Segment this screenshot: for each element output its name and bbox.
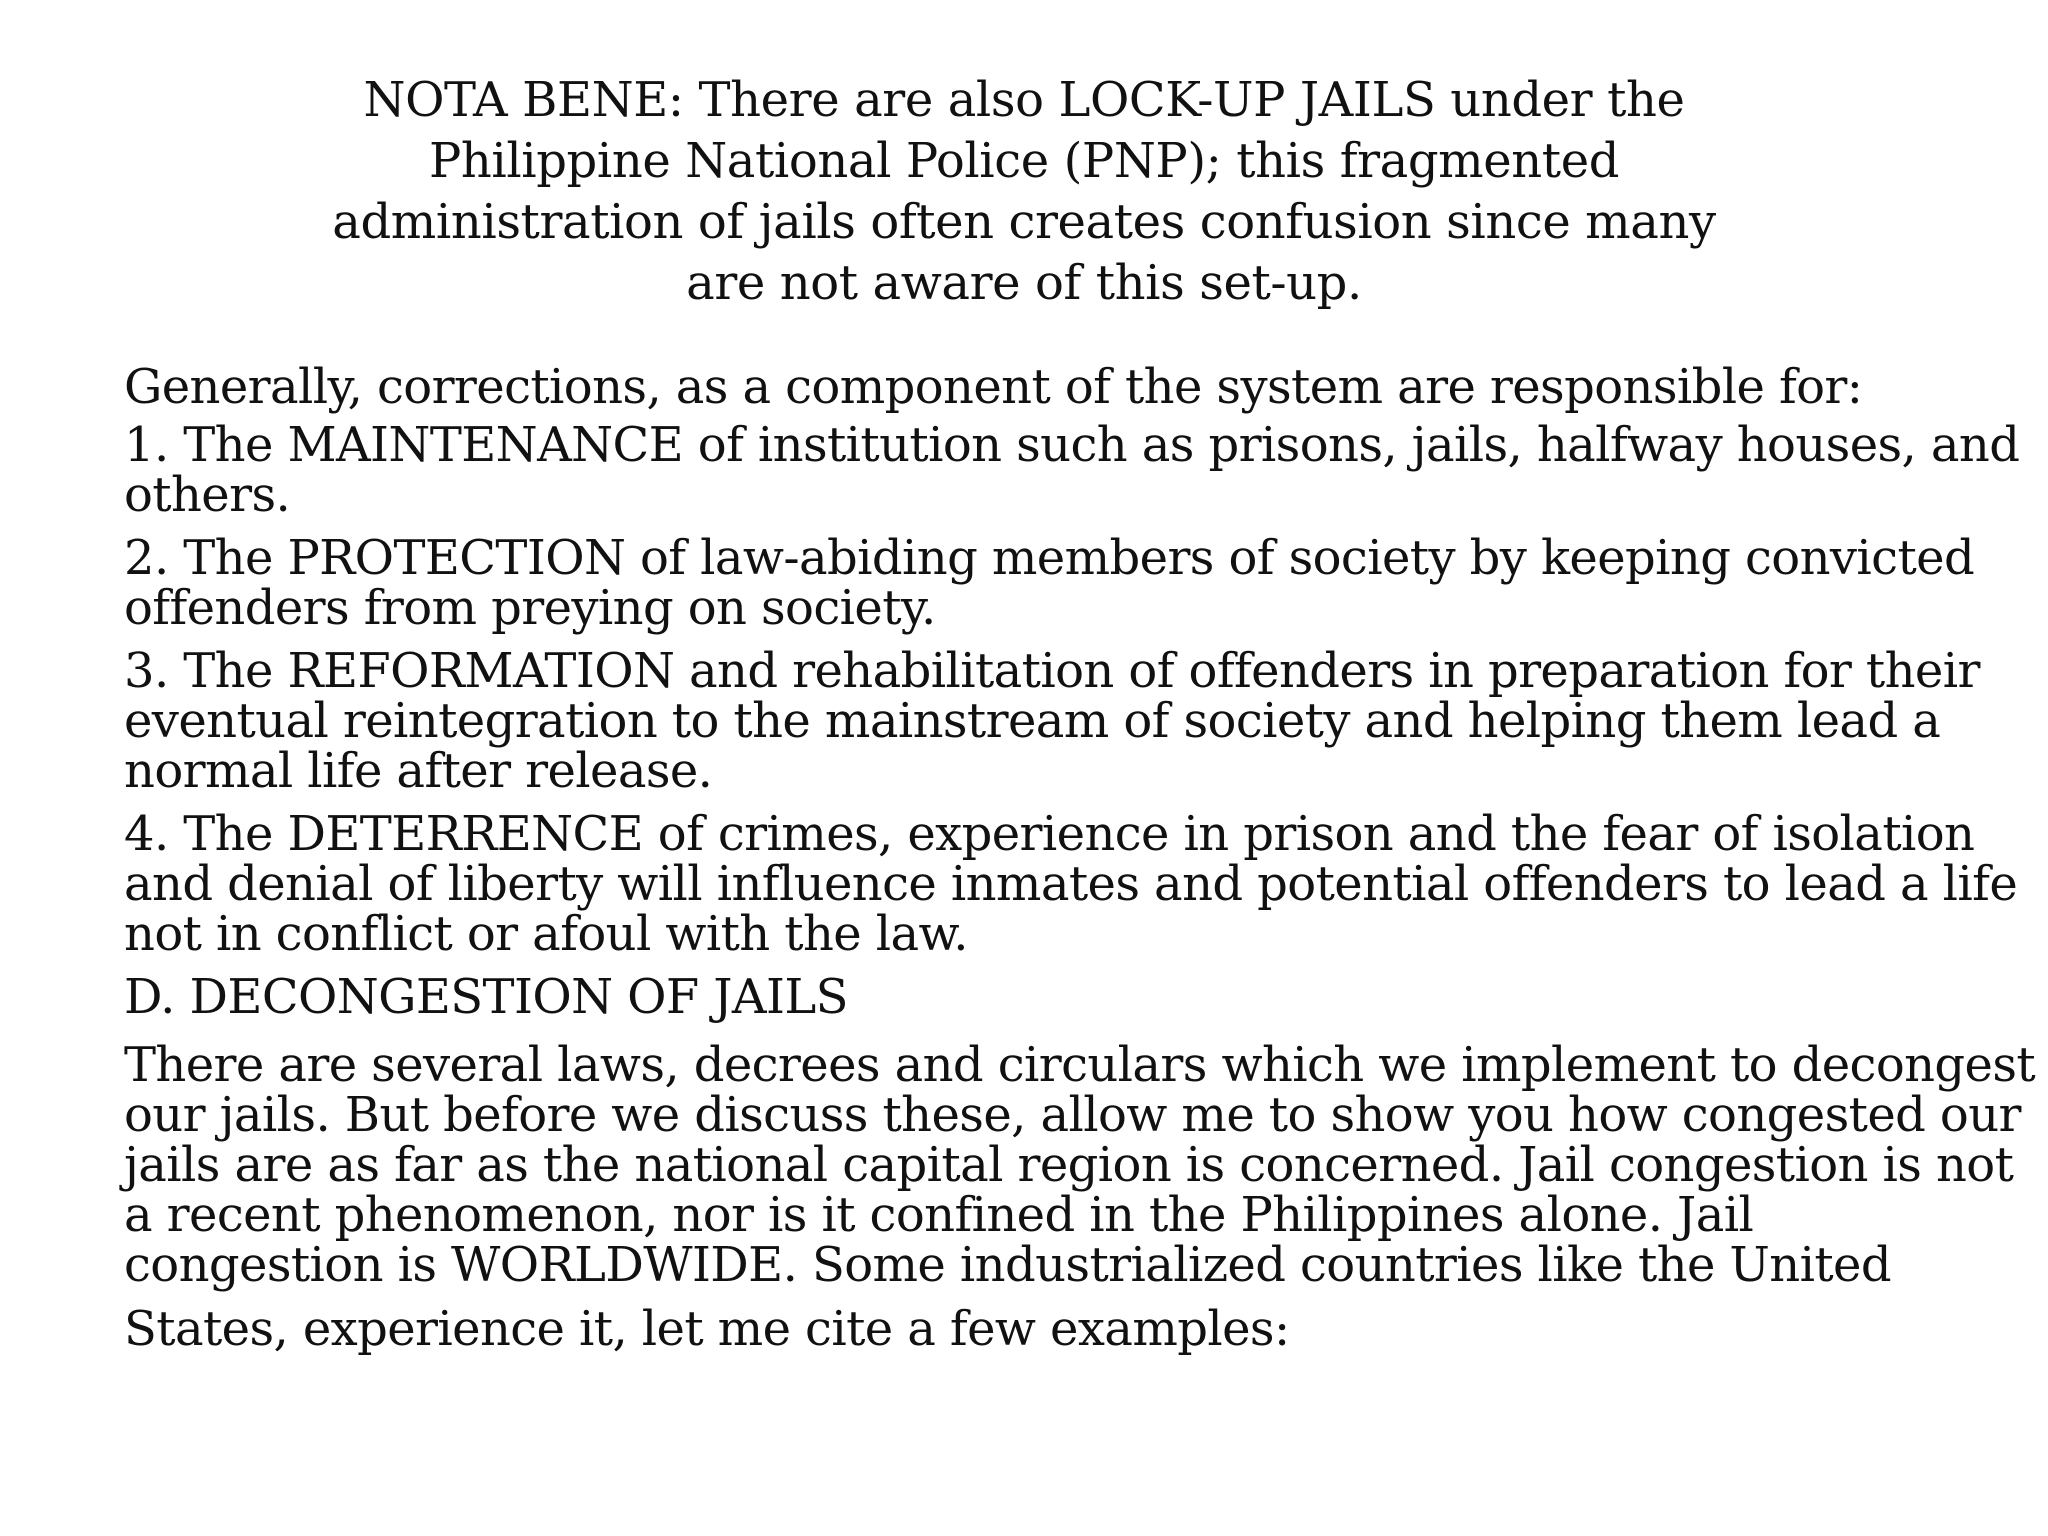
nota-bene-line: are not aware of this set-up. [686, 255, 1362, 311]
responsibility-item-reformation [124, 643, 1980, 799]
closing-line: congestion is WORLDWIDE. Some industrialized countries like the United [124, 1237, 1891, 1293]
item-line: 2. The PROTECTION of law-abiding members of society by keeping convicted [124, 530, 1975, 586]
intro-line: Generally, corrections, as a component of the system are responsible for: [124, 359, 1863, 415]
item-line: not in conflict or afoul with the law. [124, 906, 968, 962]
item-line: eventual reintegration to the mainstream of society and helping them lead a [124, 693, 1941, 749]
closing-line: There are several laws, decrees and circulars which we implement to decongest [124, 1037, 2036, 1093]
item-line: offenders from preying on society. [124, 580, 936, 636]
item-line: 1. The MAINTENANCE of institution such as prisons, jails, halfway houses, and [124, 417, 2020, 473]
document-body [124, 359, 2036, 1357]
closing-line: States, experience it, let me cite a few examples: [124, 1301, 1290, 1357]
nota-bene-note [320, 70, 1728, 314]
responsibility-item-deterrence [124, 806, 2018, 962]
closing-line: a recent phenomenon, nor is it confined in the Philippines alone. Jail [124, 1187, 1754, 1243]
nota-bene-line: NOTA BENE: There are also LOCK-UP JAILS under the [363, 72, 1685, 128]
item-line: 4. The DETERRENCE of crimes, experience in prison and the fear of isolation [124, 806, 1975, 862]
responsibility-item-protection [124, 530, 1975, 636]
closing-line: jails are as far as the national capital region is concerned. Jail congestion is not [124, 1137, 2014, 1193]
section-heading [124, 969, 1954, 1025]
nota-bene-line: Philippine National Police (PNP); this fragmented [428, 133, 1620, 189]
section-heading-text: D. DECONGESTION OF JAILS [124, 969, 848, 1025]
item-line: normal life after release. [124, 743, 713, 799]
item-line: and denial of liberty will influence inmates and potential offenders to lead a life [124, 856, 2018, 912]
item-line: others. [124, 467, 291, 523]
closing-line: our jails. But before we discuss these, allow me to show you how congested our [124, 1087, 2021, 1143]
responsibility-item-maintenance [124, 417, 2020, 523]
nota-bene-line: administration of jails often creates confusion since many [332, 194, 1716, 250]
intro-paragraph [124, 359, 1954, 415]
item-line: 3. The REFORMATION and rehabilitation of offenders in preparation for their [124, 643, 1980, 699]
closing-paragraph [124, 1037, 2036, 1357]
